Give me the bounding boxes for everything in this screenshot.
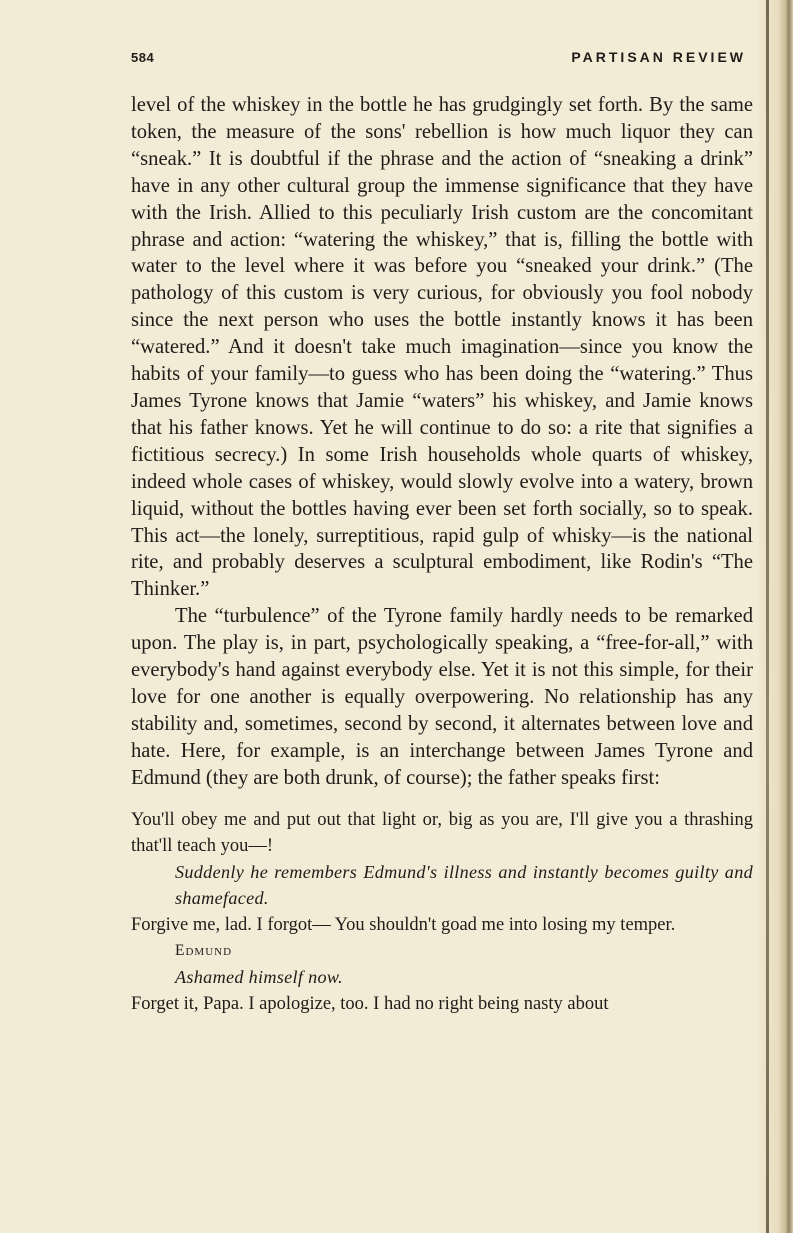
dialogue-line: Forget it, Papa. I apologize, too. I had no right being nasty about [131, 993, 609, 1014]
stage-direction: Ashamed himself now. [175, 967, 343, 988]
page-header [131, 46, 746, 70]
play-excerpt [131, 807, 753, 1017]
dialogue-line: You'll obey me and put out that light or, big as you are, I'll give you a thrashing that'll teach you—! [131, 809, 753, 856]
body-paragraph: level of the whiskey in the bottle he has grudgingly set forth. By the same token, the measure of the sons' rebellion is how much liquor they can “sneak.” It is doubtful if the phrase and the action of “sneaking a drink” have in any other cultural group the immense significance that they have with the Irish. Allied to this peculiarly Irish custom are the concomitant phrase and action: “watering the whiskey,” that is, filling the bottle with water to the level where it was before you “sneaked your drink.” (The pathology of this custom is very curious, for obviously you fool nobody since the next person who uses the bottle instantly knows it has been “watered.” And it doesn't take much imagination—since you know the habits of your family—to guess who has been doing the “watering.” Thus James Tyrone knows that Jamie “waters” his whiskey, and Jamie knows that his father knows. Yet he will continue to do so: a rite that signifies a fictitious secrecy.) In some Irish households whole quarts of whiskey, indeed whole cases of whiskey, would slowly evolve into a watery, brown liquid, without the bottles having ever been set forth socially, so to speak. This act—the lonely, surreptitious, rapid gulp of whisky—is the national rite, and probably deserves a sculptural embodiment, like Rodin's “The Thinker.” [131, 94, 753, 601]
dialogue-line: Forgive me, lad. I forgot— You shouldn't goad me into losing my temper. [131, 914, 676, 935]
page-number: 584 [131, 50, 155, 65]
stage-direction: Suddenly he remembers Edmund's illness and instantly becomes guilty and shamefaced. [175, 862, 753, 909]
page-gutter-line [766, 0, 769, 1233]
speaker-name: Edmund [175, 942, 233, 960]
page-edge-shadow [759, 0, 793, 1233]
running-head: PARTISAN REVIEW [571, 49, 746, 65]
page-body [131, 92, 753, 1017]
body-paragraph: The “turbulence” of the Tyrone family hardly needs to be remarked upon. The play is, in part, psychologically speaking, a “free-for-all,” with everybody's hand against everybody else. Yet it is not this simple, for their love for one another is equally overpowering. No relationship has any stability and, sometimes, second by second, it alternates between love and hate. Here, for example, is an interchange between James Tyrone and Edmund (they are both drunk, of course); the father speaks first: [131, 605, 753, 789]
